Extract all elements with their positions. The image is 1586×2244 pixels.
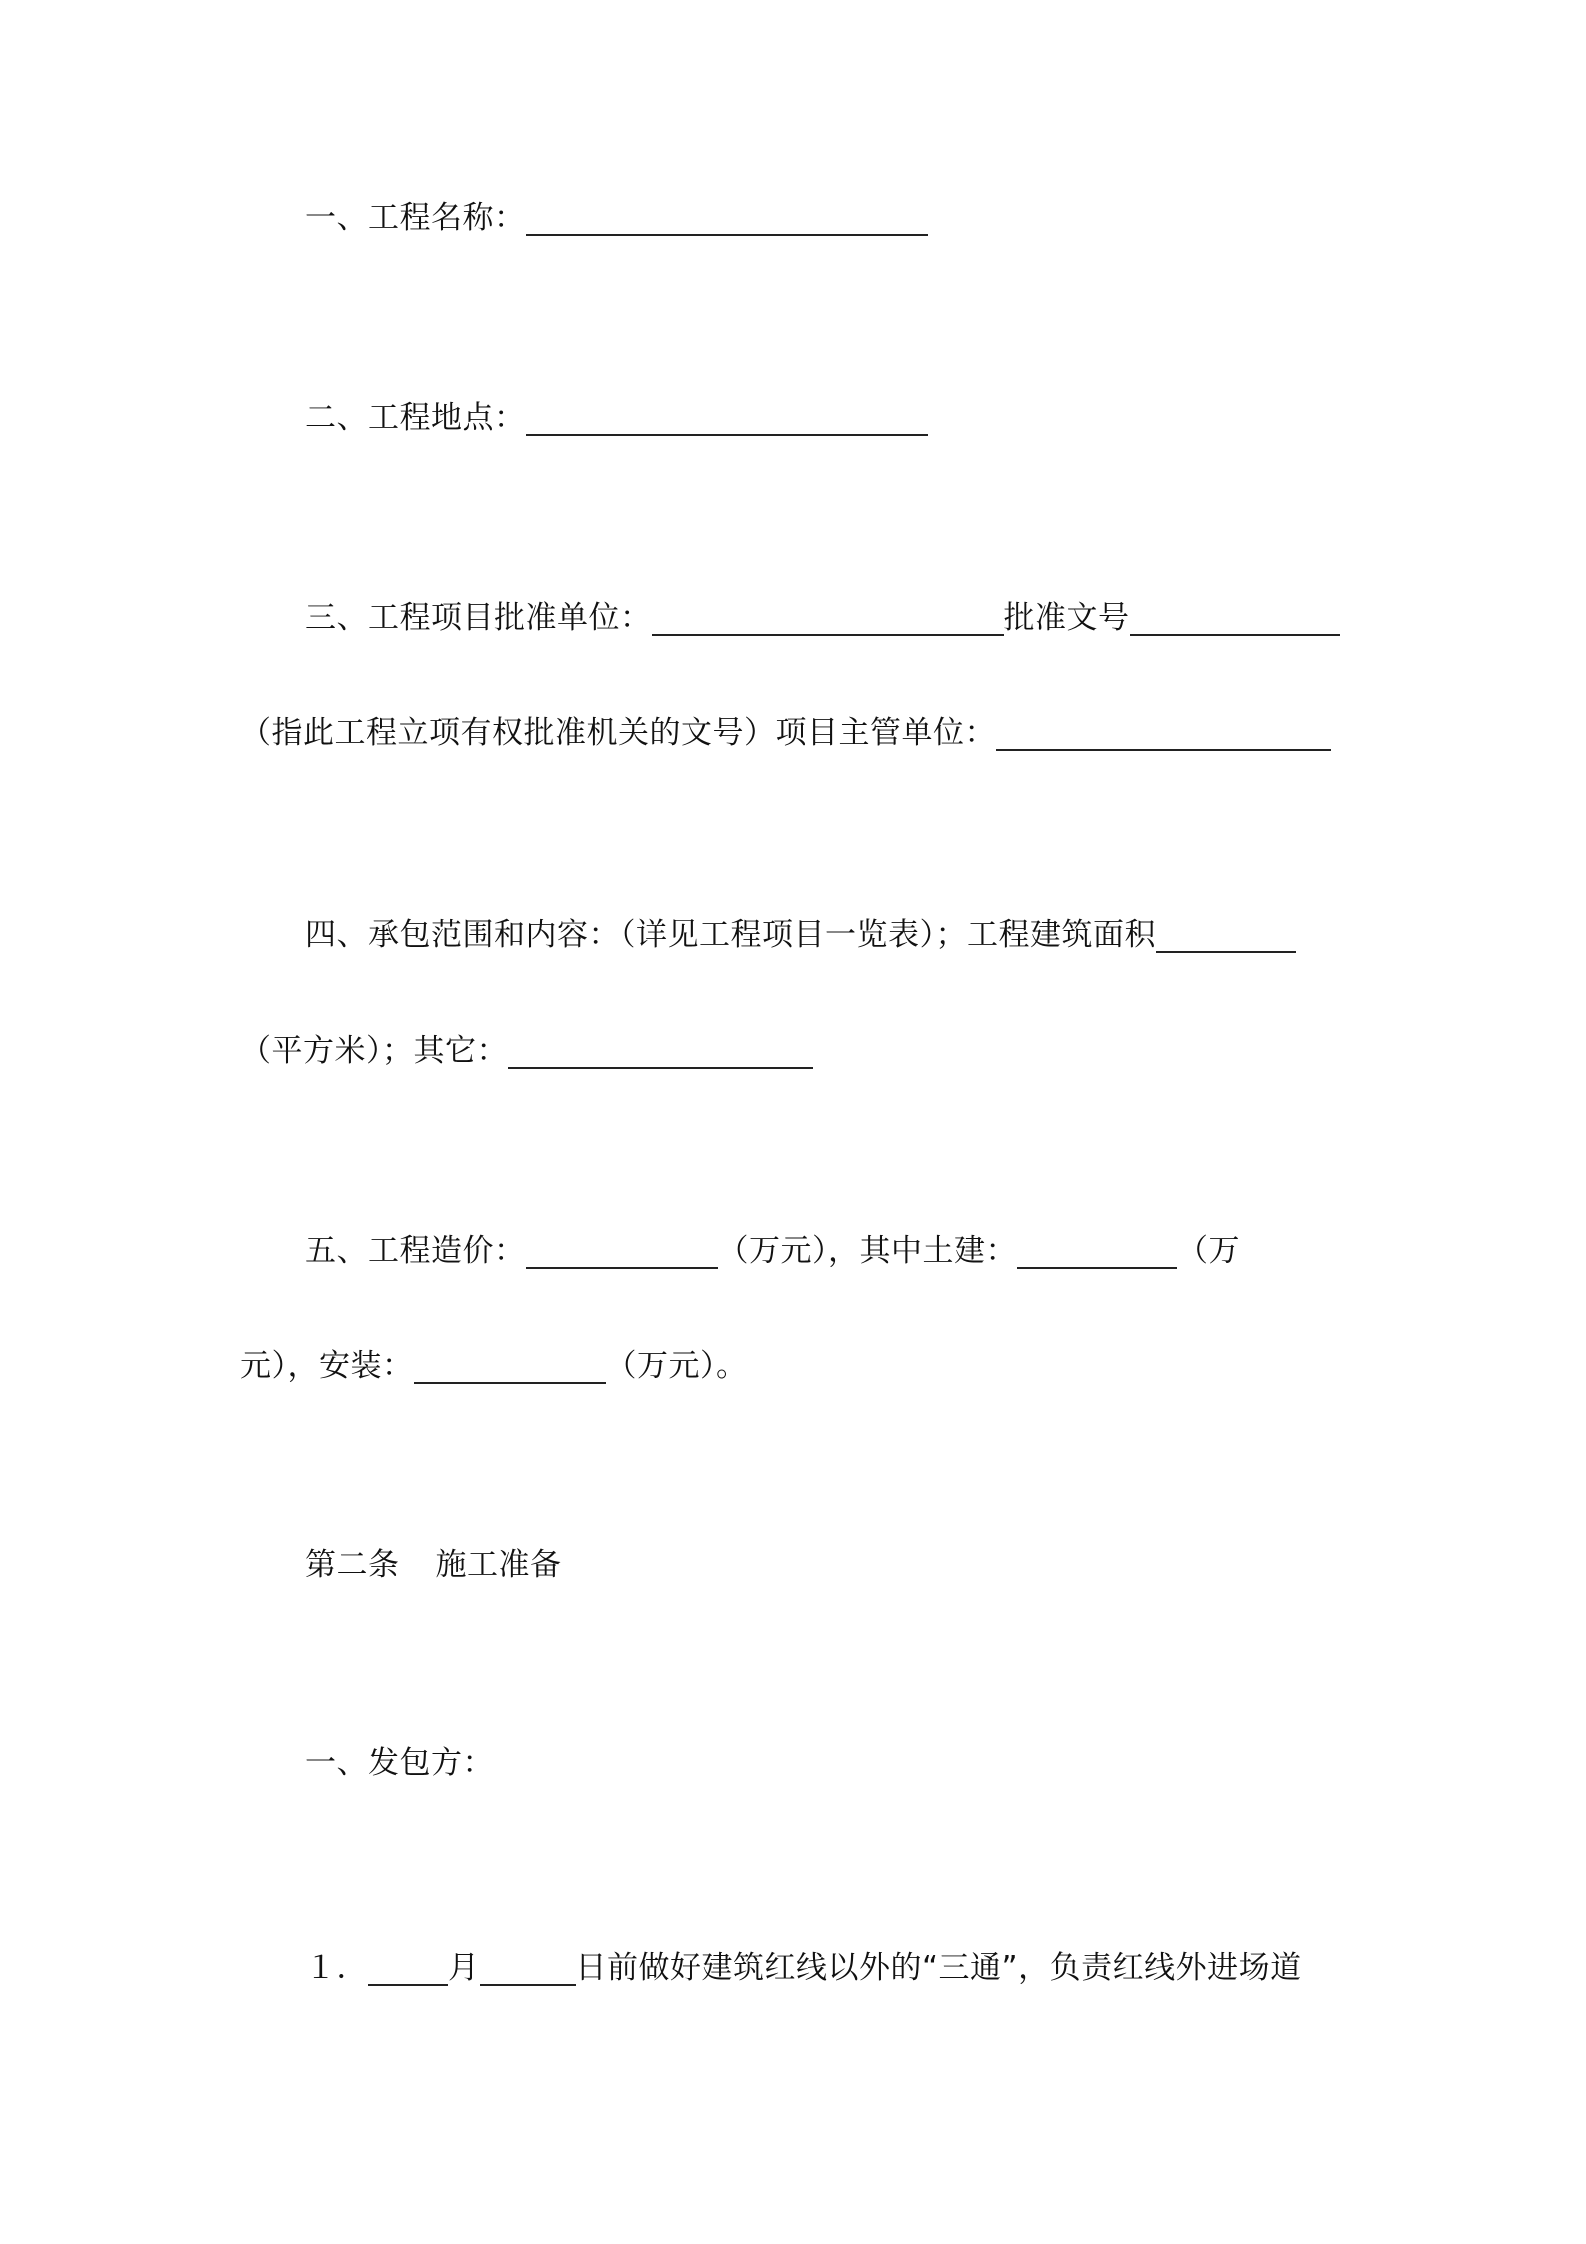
project-location-blank[interactable] bbox=[526, 398, 928, 436]
total-cost-blank[interactable] bbox=[526, 1231, 718, 1269]
building-area-blank[interactable] bbox=[1156, 915, 1296, 953]
approval-number-label: 批准文号 bbox=[1003, 600, 1130, 636]
approval-unit-label: 三、工程项目批准单位： bbox=[305, 600, 652, 636]
supervising-unit-label: （指此工程立项有权批准机关的文号）项目主管单位： bbox=[240, 715, 996, 751]
employer-heading bbox=[305, 1740, 494, 1786]
install-line bbox=[240, 1343, 748, 1389]
clause-number: １． bbox=[305, 1950, 368, 1986]
employer-label: 一、发包方： bbox=[305, 1745, 494, 1781]
article-number: 第二条 bbox=[305, 1547, 400, 1583]
project-name-line bbox=[305, 195, 928, 241]
scope-label: 四、承包范围和内容：（详见工程项目一览表）；工程建筑面积 bbox=[305, 917, 1156, 953]
civil-label: （万元），其中土建： bbox=[717, 1233, 1017, 1269]
other-blank[interactable] bbox=[508, 1031, 813, 1069]
article-heading bbox=[305, 1542, 562, 1588]
project-name-blank[interactable] bbox=[526, 198, 928, 236]
project-location-label: 二、工程地点： bbox=[305, 400, 526, 436]
other-label: （平方米）；其它： bbox=[240, 1033, 508, 1069]
article-title: 施工准备 bbox=[435, 1547, 562, 1583]
clause-1-line bbox=[305, 1945, 1302, 1991]
cost-label: 五、工程造价： bbox=[305, 1233, 526, 1269]
clause-text: 日前做好建筑红线以外的“三通”，负责红线外进场道 bbox=[575, 1950, 1302, 1986]
cost-line bbox=[305, 1228, 1240, 1274]
install-unit-label: （万元）。 bbox=[605, 1348, 748, 1384]
civil-cost-blank[interactable] bbox=[1017, 1231, 1177, 1269]
supervising-unit-blank[interactable] bbox=[996, 713, 1331, 751]
month-blank[interactable] bbox=[368, 1948, 448, 1986]
approval-unit-blank[interactable] bbox=[652, 598, 1004, 636]
project-location-line bbox=[305, 395, 928, 441]
approval-number-blank[interactable] bbox=[1130, 598, 1340, 636]
install-label: 元），安装： bbox=[240, 1348, 414, 1384]
project-name-label: 一、工程名称： bbox=[305, 200, 526, 236]
scope-line bbox=[305, 912, 1296, 958]
supervising-unit-line bbox=[240, 710, 1331, 756]
day-blank[interactable] bbox=[480, 1948, 576, 1986]
month-label: 月 bbox=[448, 1950, 480, 1986]
civil-unit-label: （万 bbox=[1177, 1233, 1240, 1269]
approval-unit-line bbox=[305, 595, 1340, 641]
install-cost-blank[interactable] bbox=[414, 1346, 606, 1384]
other-line bbox=[240, 1028, 813, 1074]
